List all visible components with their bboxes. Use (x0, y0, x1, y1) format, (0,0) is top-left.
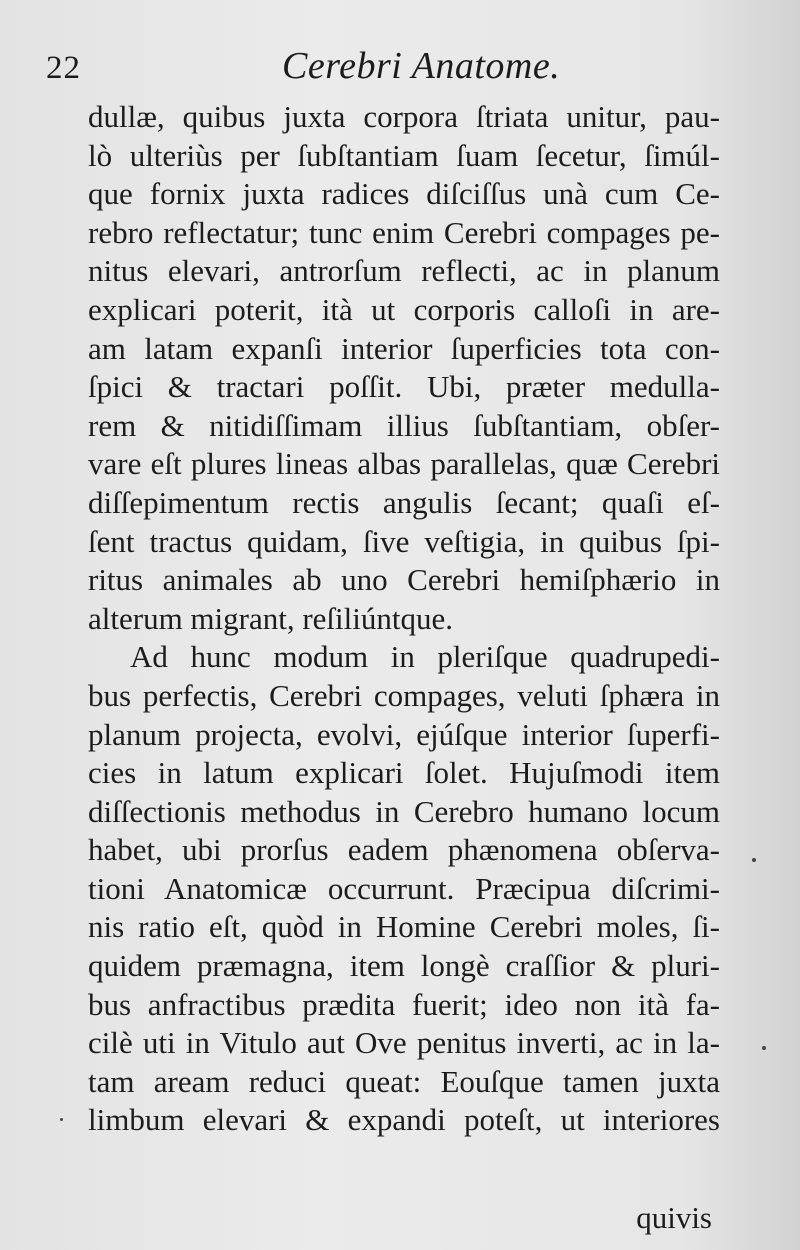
text-line: diſſepimentum rectis angulis ſecant; quaſi eſ- (88, 484, 720, 520)
text-line: bus perfectis, Cerebri compages, veluti ſphæra in (88, 677, 720, 713)
text-line: lò ulteriùs per ſubſtantiam ſuam ſecetur, ſimúl- (88, 137, 720, 173)
text-line: limbum elevari & expandi poteſt, ut interiores (88, 1102, 720, 1138)
text-line: rebro reflectatur; tunc enim Cerebri compages pe- (88, 214, 720, 250)
ink-speck (762, 1046, 766, 1050)
text-line: explicari poterit, ità ut corporis calloſi in are- (88, 291, 720, 327)
text-line: habet, ubi prorſus eadem phænomena obſerva- (88, 832, 720, 868)
page-header (46, 40, 740, 100)
catchword: quivis (636, 1200, 712, 1235)
text-line: bus anfractibus prædita fuerit; ideo non ità fa- (88, 986, 720, 1022)
page-number: 22 (46, 50, 81, 86)
text-line: tam aream reduci queat: Eouſque tamen juxta (88, 1063, 720, 1099)
text-line: nis ratio eſt, quòd in Homine Cerebri moles, ſi- (88, 909, 720, 945)
text-line: tioni Anatomicæ occurrunt. Præcipua diſcrimi- (88, 870, 720, 906)
text-line: vare eſt plures lineas albas parallelas, quæ Cerebri (88, 446, 720, 482)
text-line: nitus elevari, antrorſum reflecti, ac in planum (88, 253, 720, 289)
ink-speck (60, 1118, 63, 1121)
text-line: cies in latum explicari ſolet. Hujuſmodi item (88, 755, 720, 791)
text-line: am latam expanſi interior ſuperficies tota con- (88, 330, 720, 366)
text-line: ſent tractus quidam, ſive veſtigia, in quibus ſpi- (88, 523, 720, 559)
text-line: quidem præmagna, item longè craſſior & pluri- (88, 948, 720, 984)
text-line: dullæ, quibus juxta corpora ſtriata unitur, pau- (88, 99, 720, 134)
text-line: Ad hunc modum in pleriſque quadrupedi- (130, 639, 720, 675)
text-line: ritus animales ab uno Cerebri hemiſphærio in (88, 562, 720, 598)
ink-speck (752, 858, 756, 862)
text-line: rem & nitidiſſimam illius ſubſtantiam, obſer- (88, 407, 720, 443)
body-text (88, 98, 720, 1140)
text-line: diſſectionis methodus in Cerebro humano locum (88, 793, 720, 829)
text-line: planum projecta, evolvi, ejúſque interior ſuperfi- (88, 716, 720, 752)
running-title: Cerebri Anatome. (282, 45, 561, 87)
text-line: cilè uti in Vitulo aut Ove penitus inverti, ac in la- (88, 1025, 720, 1061)
text-line: ſpici & tractari poſſit. Ubi, præter medulla- (88, 369, 720, 405)
text-line: que fornix juxta radices diſciſſus unà cum Ce- (88, 176, 720, 212)
text-line: alterum migrant, reſiliúntque. (88, 600, 454, 636)
